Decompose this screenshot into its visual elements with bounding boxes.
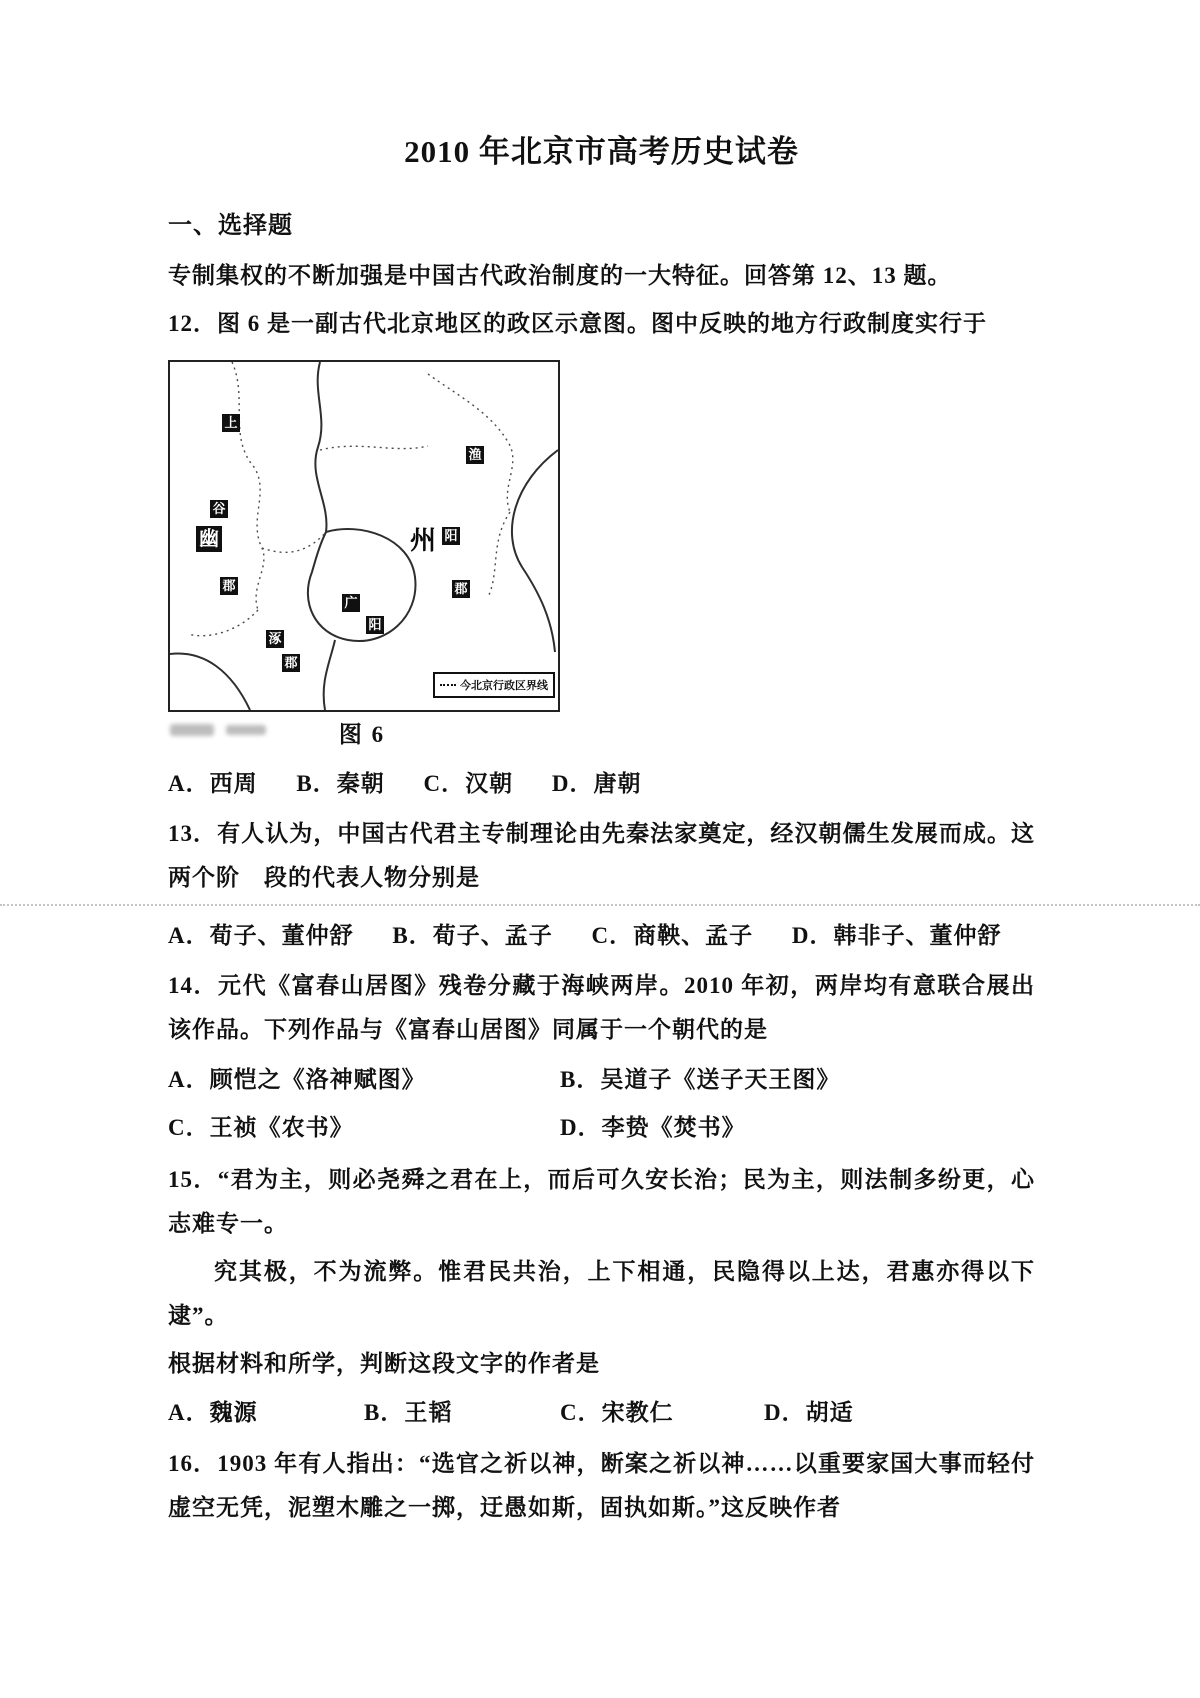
question-15-quote-continued: 究其极，不为流弊。惟君民共治，上下相通，民隐得以上达，君惠亦得以下逮”。	[168, 1259, 1035, 1328]
question-15-stem: 15．“君为主，则必尧舜之君在上，而后可久安长治；民为主，则法制多纷更，心志难专一。	[168, 1167, 1035, 1236]
option-14-c: C．王祯《农书》	[168, 1115, 354, 1140]
district-map	[168, 360, 560, 712]
map-label: 上	[222, 414, 240, 432]
dotted-page-divider	[0, 904, 1200, 906]
option-13-d: D．韩非子、董仲舒	[791, 923, 1002, 948]
map-label: 谷	[210, 500, 228, 518]
option-14-a: A．顾恺之《洛神赋图》	[168, 1067, 426, 1092]
option-15-b: B．王韬	[364, 1400, 453, 1425]
question-14-options	[168, 1056, 1035, 1152]
map-label: 郡	[452, 580, 470, 598]
option-15-d: D．胡适	[764, 1400, 854, 1425]
map-label: 广	[342, 594, 360, 612]
map-legend	[433, 672, 555, 698]
option-14-b: B．吴道子《送子天王图》	[560, 1067, 841, 1092]
map-label: 阳	[366, 616, 384, 634]
intro-text: 专制集权的不断加强是中国古代政治制度的一大特征。回答第 12、13 题。	[168, 263, 952, 288]
legend-line-symbol	[440, 684, 456, 686]
figure-caption: 图 6	[338, 722, 386, 747]
option-12-b: B．秦朝	[296, 771, 385, 796]
question-15-prompt: 根据材料和所学，判断这段文字的作者是	[168, 1351, 600, 1376]
section-heading: 一、选择题	[168, 213, 293, 239]
figure-caption-row	[168, 712, 556, 752]
map-label: 涿	[266, 630, 284, 648]
question-12-options	[168, 762, 1035, 806]
option-13-b: B．荀子、孟子	[392, 923, 553, 948]
option-12-d: D．唐朝	[551, 771, 642, 796]
legend-label: 今北京行政区界线	[460, 680, 548, 692]
map-label-zhou: 州	[410, 526, 437, 555]
question-13-stem: 13．有人认为，中国古代君主专制理论由先秦法家奠定，经汉朝儒生发展而成。这两个阶 段的代表人物分别是	[168, 821, 1035, 890]
option-15-a: A．魏源	[168, 1400, 258, 1425]
map-label: 阳	[442, 527, 460, 545]
option-12-c: C．汉朝	[423, 771, 514, 796]
question-15-options	[168, 1390, 1035, 1436]
figure-6-block	[168, 360, 560, 752]
question-12-stem: 12．图 6 是一副古代北京地区的政区示意图。图中反映的地方行政制度实行于	[168, 311, 987, 336]
question-14-stem: 14．元代《富春山居图》残卷分藏于海峡两岸。2010 年初，两岸均有意联合展出该作品。下列作品与《富春山居图》同属于一个朝代的是	[168, 973, 1035, 1042]
option-12-a: A．西周	[168, 771, 258, 796]
option-14-d: D．李贽《焚书》	[560, 1115, 746, 1140]
option-13-c: C．商鞅、孟子	[591, 923, 754, 948]
map-label-youzhou: 幽	[196, 526, 222, 552]
map-label: 渔	[466, 446, 484, 464]
page-title: 2010 年北京市高考历史试卷	[404, 134, 799, 169]
map-label: 郡	[282, 654, 300, 672]
option-15-c: C．宋教仁	[560, 1400, 674, 1425]
option-13-a: A．荀子、董仲舒	[168, 923, 354, 948]
map-label: 郡	[220, 577, 238, 595]
question-13-options	[168, 914, 1035, 958]
question-16-stem: 16．1903 年有人指出：“选官之祈以神，断案之祈以神……以重要家国大事而轻付虚空无凭，泥塑木雕之一掷，迂愚如斯，固执如斯。”这反映作者	[168, 1451, 1035, 1520]
